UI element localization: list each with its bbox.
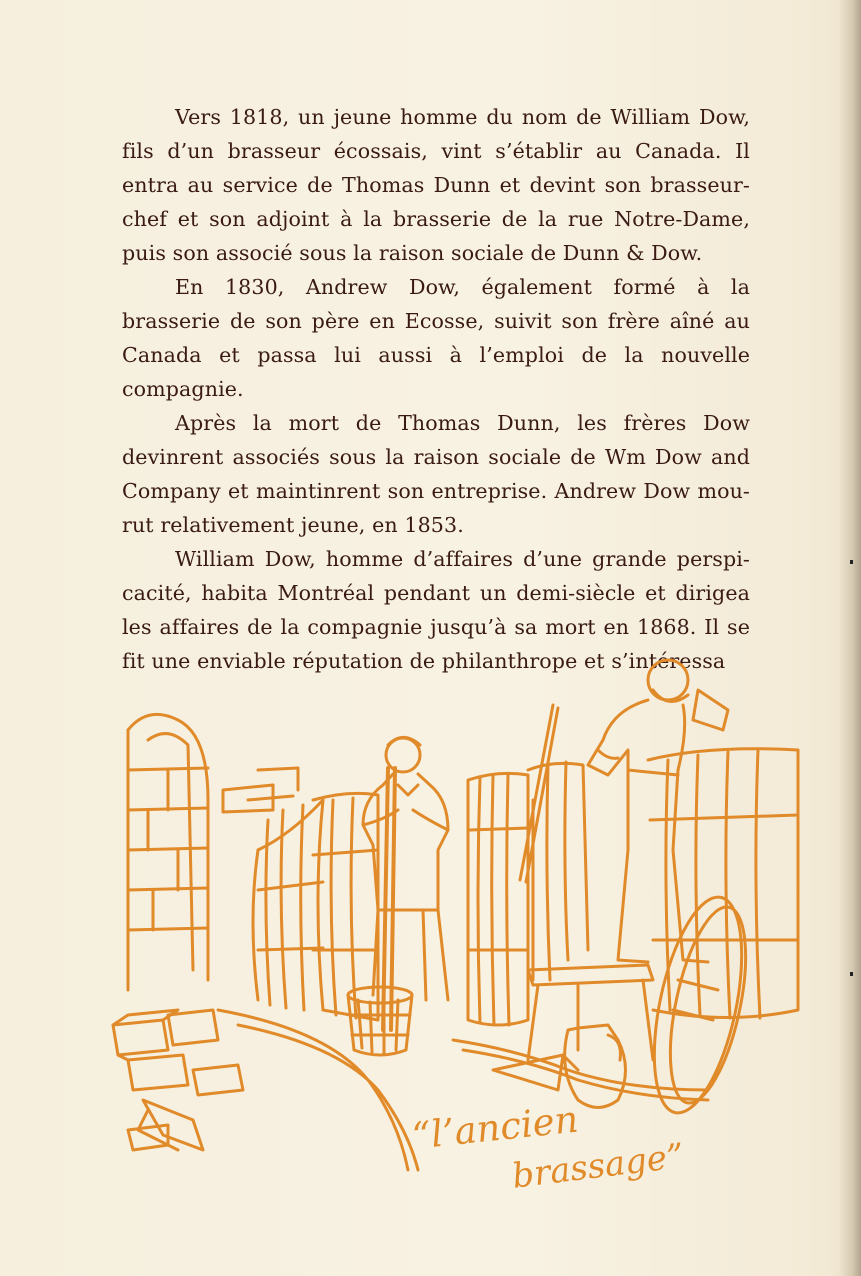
barrels-center-icon (468, 762, 588, 1025)
edge-mark (850, 972, 853, 976)
caption-line-2: brassage” (510, 1135, 687, 1197)
text-line: fils d’un brasseur écossais, vint s’établir au Canada. Il entra (122, 139, 750, 197)
text-line: son adjoint à la brasserie de la rue Notre-Dame, puis son (122, 207, 750, 265)
text-line: En 1830, Andrew Dow, également formé à la brasserie (122, 275, 750, 333)
text-line: associé sous la raison sociale de Dunn & Dow. (215, 241, 703, 265)
illustration-caption (410, 1097, 687, 1210)
text-line: de son père en Ecosse, suivit son frère aîné au Canada et (122, 309, 750, 367)
barrels-left-icon (253, 793, 378, 1020)
text-line: Vers 1818, un jeune homme du nom de William Dow, (175, 105, 750, 129)
text-line: les affaires de la compagnie jusqu’à sa mort en 1868. Il se (122, 615, 750, 639)
text-line: devinrent associés sous la raison sociale de Wm Dow and (122, 445, 750, 469)
bricks-icon (113, 1010, 243, 1150)
pole-icon (520, 705, 558, 882)
paragraph-1 (122, 100, 750, 270)
paragraph-3 (122, 406, 750, 542)
barrels-right-icon (648, 749, 798, 1018)
body-text (122, 100, 750, 678)
stool-icon (528, 965, 653, 1060)
text-line: William Dow, homme d’affaires d’une grande perspi- (175, 547, 750, 571)
page-fold-shadow (839, 0, 861, 1276)
bucket-icon (348, 987, 412, 1055)
text-line: passa lui aussi à l’emploi de la nouvelle compagnie. (122, 343, 750, 401)
caption-line-1: “l’ancien (410, 1097, 581, 1158)
text-line: Company et maintinrent son entreprise. Andrew Dow mou- (122, 479, 750, 503)
edge-mark (850, 560, 853, 564)
paragraph-2 (122, 270, 750, 406)
text-line: au service de Thomas Dunn et devint son brasseur-chef et (122, 173, 750, 231)
text-line: rut relativement jeune, en 1853. (122, 513, 464, 537)
text-line: fit une enviable réputation de philanthrope et s’intéressa (122, 649, 726, 673)
elder-brewer-figure-icon (588, 660, 728, 962)
text-line: cacité, habita Montréal pendant un demi-siècle et dirigea (122, 581, 750, 605)
text-line: Après la mort de Thomas Dunn, les frères Dow (175, 411, 750, 435)
